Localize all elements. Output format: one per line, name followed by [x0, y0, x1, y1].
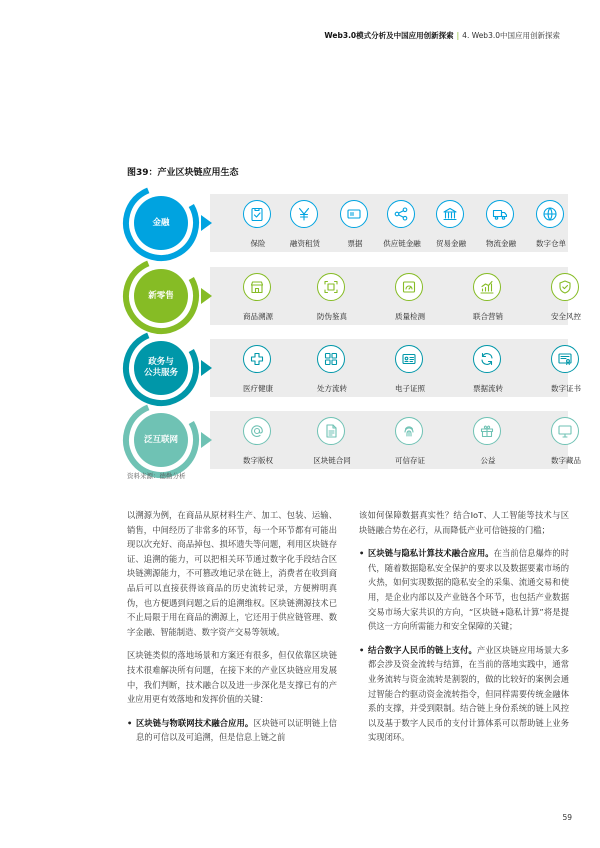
application-item — [536, 411, 596, 469]
at-sign-icon — [243, 417, 271, 445]
application-item — [302, 411, 362, 469]
application-label: 商品溯源 — [243, 312, 273, 321]
share-nodes-icon — [387, 200, 415, 228]
category-arrow — [201, 360, 212, 376]
category-arrow — [201, 288, 212, 304]
application-label: 融资租赁 — [290, 239, 320, 248]
application-label: 贸易金融 — [436, 239, 466, 248]
application-label: 票据 — [347, 239, 363, 248]
application-label: 可信存证 — [395, 456, 425, 465]
bullet-item — [359, 643, 569, 745]
application-label: 质量检测 — [395, 312, 425, 321]
category-circle — [122, 184, 200, 262]
bullet-heading: 区块链与隐私计算技术融合应用。 — [368, 548, 494, 559]
certificate-icon — [551, 345, 579, 373]
bullet-heading: 结合数字人民币的链上支付。 — [368, 644, 477, 655]
application-label: 数字仓单 — [536, 239, 566, 248]
document-icon — [317, 417, 345, 445]
application-label: 供应链金融 — [383, 239, 421, 248]
application-label: 数字证书 — [551, 384, 581, 393]
figure-title: 图39：产业区块链应用生态 — [127, 168, 239, 178]
application-item — [536, 339, 596, 397]
application-item — [380, 339, 440, 397]
ticket-icon — [340, 200, 368, 228]
bullet-item — [359, 546, 569, 634]
application-label: 保险 — [250, 239, 266, 248]
application-label: 区块链合同 — [313, 456, 351, 465]
application-item — [228, 339, 288, 397]
gauge-icon — [395, 273, 423, 301]
application-item — [228, 411, 288, 469]
category-circle — [122, 401, 200, 479]
category-circle — [122, 329, 200, 407]
application-label: 票据流转 — [473, 384, 503, 393]
scan-icon — [317, 273, 345, 301]
category-items — [222, 194, 568, 252]
application-label: 公益 — [480, 456, 496, 465]
id-card-icon — [395, 345, 423, 373]
bullet-item — [127, 716, 337, 745]
header-separator: | — [456, 31, 460, 40]
category-arrow — [201, 432, 212, 448]
application-item — [302, 267, 362, 325]
application-item — [380, 411, 440, 469]
paragraph: 以溯源为例，在商品从原材料生产、加工、包装、运输、销售，中间经历了非常多的环节，每一个环节都有可能出现以次充好、商品掉包、损坏遗失等问题，利用区块链存证、追溯的能力，可以把相关环节通过数字化手段结合区块链溯源能力，不可篡改地记录在链上，消费者在收到商品后可以直接获得该商品的历史流转记录，方便辨明真伪，也方便遇到问题之后的追溯维权。区块链溯源技术已不止局限于用在商品的溯源上，它还用于供应链管理、数字金融、智能制造、数字资产交易等领域。 — [127, 510, 337, 637]
left-column — [127, 508, 337, 754]
application-label: 数字藏品 — [551, 456, 581, 465]
application-label: 处方流转 — [317, 384, 347, 393]
medical-cross-icon — [243, 345, 271, 373]
store-icon — [243, 273, 271, 301]
header-section: 4. Web3.0中国应用创新探索 — [462, 31, 560, 40]
category-items — [222, 411, 581, 469]
category-items — [222, 267, 581, 325]
bullet-heading: 区块链与物联网技术融合应用。 — [136, 717, 254, 728]
truck-icon — [486, 200, 514, 228]
yuan-icon — [290, 200, 318, 228]
category-label: 新零售 — [148, 290, 174, 301]
bullet-text: 在当前信息爆炸的时代，随着数据隐私安全保护的要求以及数据要素市场的火热，如何实现数据的隐私安全的采集、流通交易和使用，是企业内部以及产业链各个环节，也包括产业数据交易市场大家共识的方向，“区块链+隐私计算”将是提供这一方向所需能力和安全保障的关键； — [368, 548, 569, 632]
bullet-text: 产业区块链应用场景大多都会涉及资金流转与结算，在当前的落地实践中，通常业务流转与资金流转是割裂的，做的比较好的案例会通过智能合约驱动资金流转指令，但同样需要传统金融体系的支撑，并受到限制。结合链上身份系统的链上风控以及基于数字人民币的支付计算体系可以帮助链上业务实现闭环。 — [368, 644, 569, 743]
category-items — [222, 339, 581, 397]
application-item — [521, 194, 581, 252]
application-label: 电子证照 — [395, 384, 425, 393]
application-item — [458, 411, 518, 469]
monitor-icon — [551, 417, 579, 445]
globe-icon — [536, 200, 564, 228]
application-label: 医疗健康 — [243, 384, 273, 393]
growth-chart-icon — [473, 273, 501, 301]
gift-icon — [473, 417, 501, 445]
category-arrow — [201, 215, 212, 231]
bank-icon — [436, 200, 464, 228]
application-item — [458, 267, 518, 325]
application-label: 物流金融 — [486, 239, 516, 248]
page-number: 59 — [562, 813, 572, 822]
clipboard-check-icon — [243, 200, 271, 228]
fingerprint-icon — [395, 417, 423, 445]
application-item — [302, 339, 362, 397]
paragraph: 区块链类似的落地场景和方案还有很多，但仅依靠区块链技术很难解决所有问题，在接下来的产业区块链应用发展中，我们判断，技术融合以及进一步深化是支撑已有的产业应用更有效落地和发挥价值的关键： — [127, 650, 337, 705]
application-label: 数字版权 — [243, 456, 273, 465]
application-item — [380, 267, 440, 325]
refresh-icon — [473, 345, 501, 373]
application-label: 防伪鉴真 — [317, 312, 347, 321]
page-header — [324, 30, 560, 41]
application-item — [536, 267, 596, 325]
shield-icon — [551, 273, 579, 301]
application-label: 安全风控 — [551, 312, 581, 321]
category-circle — [122, 257, 200, 335]
right-column — [359, 508, 569, 754]
category-label: 政务与 公共服务 — [143, 357, 178, 378]
application-item — [458, 339, 518, 397]
ecosystem-diagram — [122, 183, 581, 465]
grid-icon — [317, 345, 345, 373]
paragraph: 该如何保障数据真实性？结合IoT、人工智能等技术与区块链融合势在必行，从而降低产业可信链接的门槛； — [359, 510, 569, 535]
application-label: 联合营销 — [473, 312, 503, 321]
figure-source: 资料来源：德勤分析 — [127, 472, 186, 480]
application-item — [228, 267, 288, 325]
header-title: Web3.0模式分析及中国应用创新探索 — [324, 31, 454, 40]
category-label: 金融 — [152, 217, 170, 228]
bullet-text: 区块链可以证明链上信息的可信以及可追溯，但是信息上链之前 — [136, 717, 337, 743]
category-label: 泛互联网 — [143, 434, 178, 445]
